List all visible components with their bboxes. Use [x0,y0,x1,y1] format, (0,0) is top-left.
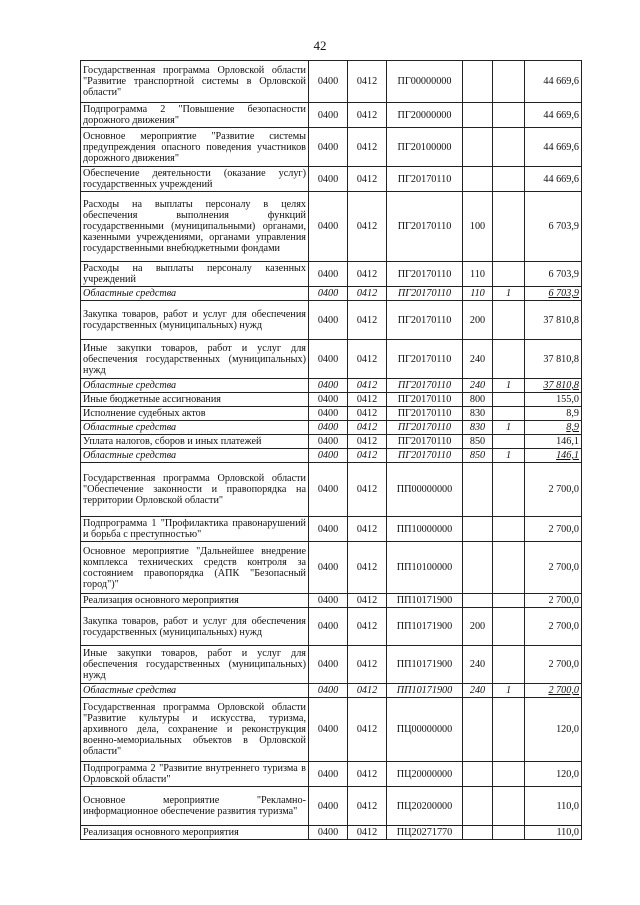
section-code-cell: 0400 [309,103,348,128]
target-article-cell: ПП10171900 [387,608,463,646]
expense-type-cell [463,103,493,128]
table-row [81,542,582,594]
table-row [81,762,582,787]
section-code-cell: 0400 [309,393,348,407]
expense-type-cell: 240 [463,646,493,684]
amount-cell: 146,1 [525,449,582,463]
subsection-code-cell: 0412 [348,407,387,421]
funding-source-cell [493,698,525,762]
budget-table [80,60,582,840]
target-article-cell: ПГ20170110 [387,192,463,262]
subsection-code-cell: 0412 [348,787,387,826]
expense-name-cell: Областные средства [81,379,309,393]
funding-source-cell: 1 [493,379,525,393]
funding-source-cell [493,61,525,103]
expense-name-cell: Закупка товаров, работ и услуг для обеспечения государственных (муниципальных) нужд [81,608,309,646]
target-article-cell: ПП10171900 [387,646,463,684]
expense-name-cell: Подпрограмма 1 "Профилактика правонарушений и борьба с преступностью" [81,517,309,542]
subsection-code-cell: 0412 [348,128,387,167]
expense-type-cell [463,698,493,762]
subsection-code-cell: 0412 [348,646,387,684]
amount-cell: 6 703,9 [525,192,582,262]
amount-cell: 2 700,0 [525,594,582,608]
amount-cell: 2 700,0 [525,646,582,684]
funding-source-cell: 1 [493,287,525,301]
amount-cell: 146,1 [525,435,582,449]
amount-cell: 6 703,9 [525,262,582,287]
table-row [81,698,582,762]
expense-name-cell: Областные средства [81,449,309,463]
target-article-cell: ПП10000000 [387,517,463,542]
table-row [81,435,582,449]
funding-source-cell [493,407,525,421]
funding-source-cell: 1 [493,449,525,463]
table-row [81,192,582,262]
expense-type-cell: 850 [463,449,493,463]
section-code-cell: 0400 [309,421,348,435]
subsection-code-cell: 0412 [348,435,387,449]
funding-source-cell [493,646,525,684]
section-code-cell: 0400 [309,167,348,192]
table-row [81,128,582,167]
table-row [81,646,582,684]
subsection-code-cell: 0412 [348,517,387,542]
funding-source-cell [493,262,525,287]
subsection-code-cell: 0412 [348,379,387,393]
amount-cell: 44 669,6 [525,103,582,128]
funding-source-cell [493,463,525,517]
section-code-cell: 0400 [309,449,348,463]
expense-type-cell: 110 [463,287,493,301]
table-row [81,517,582,542]
section-code-cell: 0400 [309,340,348,379]
table-row [81,608,582,646]
funding-source-cell [493,542,525,594]
target-article-cell: ПП10171900 [387,594,463,608]
amount-cell: 110,0 [525,787,582,826]
target-article-cell: ПГ20170110 [387,449,463,463]
subsection-code-cell: 0412 [348,463,387,517]
expense-type-cell: 830 [463,421,493,435]
subsection-code-cell: 0412 [348,103,387,128]
table-row [81,684,582,698]
section-code-cell: 0400 [309,787,348,826]
funding-source-cell: 1 [493,684,525,698]
expense-name-cell: Государственная программа Орловской области "Развитие транспортной системы в Орловской области" [81,61,309,103]
subsection-code-cell: 0412 [348,594,387,608]
target-article-cell: ПГ20000000 [387,103,463,128]
section-code-cell: 0400 [309,608,348,646]
expense-name-cell: Иные бюджетные ассигнования [81,393,309,407]
subsection-code-cell: 0412 [348,393,387,407]
subsection-code-cell: 0412 [348,762,387,787]
table-row [81,407,582,421]
section-code-cell: 0400 [309,517,348,542]
amount-cell: 155,0 [525,393,582,407]
target-article-cell: ПЦ20200000 [387,787,463,826]
expense-name-cell: Расходы на выплаты персоналу в целях обеспечения выполнения функций государственными (муниципальными) органами, казенными учреждениями, органами управления государственными внебюджетными фондами [81,192,309,262]
expense-type-cell: 100 [463,192,493,262]
section-code-cell: 0400 [309,262,348,287]
funding-source-cell: 1 [493,421,525,435]
amount-cell: 44 669,6 [525,61,582,103]
funding-source-cell [493,103,525,128]
table-row [81,61,582,103]
expense-type-cell: 240 [463,684,493,698]
amount-cell: 2 700,0 [525,542,582,594]
amount-cell: 37 810,8 [525,301,582,340]
subsection-code-cell: 0412 [348,192,387,262]
funding-source-cell [493,192,525,262]
section-code-cell: 0400 [309,762,348,787]
section-code-cell: 0400 [309,435,348,449]
expense-name-cell: Расходы на выплаты персоналу казенных учреждений [81,262,309,287]
subsection-code-cell: 0412 [348,421,387,435]
section-code-cell: 0400 [309,407,348,421]
table-row [81,340,582,379]
expense-type-cell [463,542,493,594]
expense-type-cell [463,762,493,787]
page-number: 42 [313,38,327,53]
table-row [81,287,582,301]
amount-cell: 2 700,0 [525,608,582,646]
section-code-cell: 0400 [309,698,348,762]
section-code-cell: 0400 [309,287,348,301]
target-article-cell: ПГ20170110 [387,379,463,393]
target-article-cell: ПП00000000 [387,463,463,517]
subsection-code-cell: 0412 [348,449,387,463]
expense-type-cell: 240 [463,379,493,393]
section-code-cell: 0400 [309,379,348,393]
amount-cell: 8,9 [525,407,582,421]
funding-source-cell [493,608,525,646]
subsection-code-cell: 0412 [348,684,387,698]
expense-type-cell: 850 [463,435,493,449]
subsection-code-cell: 0412 [348,287,387,301]
expense-name-cell: Закупка товаров, работ и услуг для обеспечения государственных (муниципальных) нужд [81,301,309,340]
funding-source-cell [493,594,525,608]
amount-cell: 2 700,0 [525,463,582,517]
subsection-code-cell: 0412 [348,340,387,379]
amount-cell: 110,0 [525,826,582,840]
expense-type-cell [463,61,493,103]
amount-cell: 2 700,0 [525,517,582,542]
funding-source-cell [493,517,525,542]
subsection-code-cell: 0412 [348,61,387,103]
target-article-cell: ПГ20170110 [387,301,463,340]
table-row [81,262,582,287]
funding-source-cell [493,393,525,407]
funding-source-cell [493,762,525,787]
target-article-cell: ПГ20170110 [387,407,463,421]
target-article-cell: ПГ20170110 [387,421,463,435]
subsection-code-cell: 0412 [348,262,387,287]
amount-cell: 6 703,9 [525,287,582,301]
expense-type-cell [463,128,493,167]
amount-cell: 120,0 [525,698,582,762]
subsection-code-cell: 0412 [348,542,387,594]
expense-name-cell: Иные закупки товаров, работ и услуг для обеспечения государственных (муниципальных) нужд [81,646,309,684]
target-article-cell: ПГ20170110 [387,287,463,301]
table-row [81,449,582,463]
subsection-code-cell: 0412 [348,608,387,646]
amount-cell: 120,0 [525,762,582,787]
expense-name-cell: Областные средства [81,421,309,435]
target-article-cell: ПЦ00000000 [387,698,463,762]
section-code-cell: 0400 [309,594,348,608]
amount-cell: 2 700,0 [525,684,582,698]
expense-type-cell: 110 [463,262,493,287]
funding-source-cell [493,167,525,192]
amount-cell: 8,9 [525,421,582,435]
table-row [81,463,582,517]
expense-type-cell: 240 [463,340,493,379]
table-row [81,594,582,608]
section-code-cell: 0400 [309,684,348,698]
section-code-cell: 0400 [309,61,348,103]
expense-name-cell: Основное мероприятие "Рекламно-информационное обеспечение развития туризма" [81,787,309,826]
target-article-cell: ПГ20100000 [387,128,463,167]
target-article-cell: ПП10171900 [387,684,463,698]
amount-cell: 44 669,6 [525,128,582,167]
expense-name-cell: Подпрограмма 2 "Развитие внутреннего туризма в Орловской области" [81,762,309,787]
amount-cell: 37 810,8 [525,340,582,379]
target-article-cell: ПП10100000 [387,542,463,594]
expense-type-cell: 200 [463,608,493,646]
table-row [81,103,582,128]
section-code-cell: 0400 [309,826,348,840]
subsection-code-cell: 0412 [348,301,387,340]
expense-name-cell: Областные средства [81,287,309,301]
table-row [81,167,582,192]
expense-type-cell: 830 [463,407,493,421]
expense-type-cell [463,787,493,826]
expense-type-cell [463,826,493,840]
target-article-cell: ПГ20170110 [387,340,463,379]
table-row [81,393,582,407]
funding-source-cell [493,787,525,826]
amount-cell: 37 810,8 [525,379,582,393]
funding-source-cell [493,301,525,340]
expense-name-cell: Уплата налогов, сборов и иных платежей [81,435,309,449]
table-row [81,379,582,393]
target-article-cell: ПГ20170110 [387,435,463,449]
expense-type-cell: 200 [463,301,493,340]
table-row [81,301,582,340]
target-article-cell: ПГ20170110 [387,393,463,407]
target-article-cell: ПГ20170110 [387,167,463,192]
table-row [81,826,582,840]
expense-name-cell: Обеспечение деятельности (оказание услуг) государственных учреждений [81,167,309,192]
target-article-cell: ПГ00000000 [387,61,463,103]
expense-name-cell: Областные средства [81,684,309,698]
expense-type-cell [463,463,493,517]
funding-source-cell [493,435,525,449]
target-article-cell: ПЦ20000000 [387,762,463,787]
section-code-cell: 0400 [309,301,348,340]
expense-name-cell: Подпрограмма 2 "Повышение безопасности дорожного движения" [81,103,309,128]
subsection-code-cell: 0412 [348,826,387,840]
target-article-cell: ПГ20170110 [387,262,463,287]
subsection-code-cell: 0412 [348,167,387,192]
expense-name-cell: Государственная программа Орловской области "Обеспечение законности и правопорядка на территории Орловской области" [81,463,309,517]
funding-source-cell [493,340,525,379]
expense-type-cell [463,517,493,542]
funding-source-cell [493,826,525,840]
section-code-cell: 0400 [309,192,348,262]
expense-type-cell [463,594,493,608]
expense-name-cell: Основное мероприятие "Дальнейшее внедрение комплекса технических средств контроля за состоянием правопорядка (АПК "Безопасный город")" [81,542,309,594]
subsection-code-cell: 0412 [348,698,387,762]
expense-name-cell: Реализация основного мероприятия [81,594,309,608]
expense-name-cell: Исполнение судебных актов [81,407,309,421]
expense-name-cell: Иные закупки товаров, работ и услуг для обеспечения государственных (муниципальных) нужд [81,340,309,379]
expense-type-cell [463,167,493,192]
section-code-cell: 0400 [309,542,348,594]
section-code-cell: 0400 [309,463,348,517]
amount-cell: 44 669,6 [525,167,582,192]
budget-table-body [81,61,582,840]
expense-name-cell: Реализация основного мероприятия [81,826,309,840]
table-row [81,787,582,826]
funding-source-cell [493,128,525,167]
table-row [81,421,582,435]
section-code-cell: 0400 [309,128,348,167]
target-article-cell: ПЦ20271770 [387,826,463,840]
expense-name-cell: Основное мероприятие "Развитие системы предупреждения опасного поведения участников дорожного движения" [81,128,309,167]
section-code-cell: 0400 [309,646,348,684]
expense-type-cell: 800 [463,393,493,407]
expense-name-cell: Государственная программа Орловской области "Развитие культуры и искусства, туризма, архивного дела, сохранение и реконструкция военно-мемориальных объектов в Орловской области" [81,698,309,762]
